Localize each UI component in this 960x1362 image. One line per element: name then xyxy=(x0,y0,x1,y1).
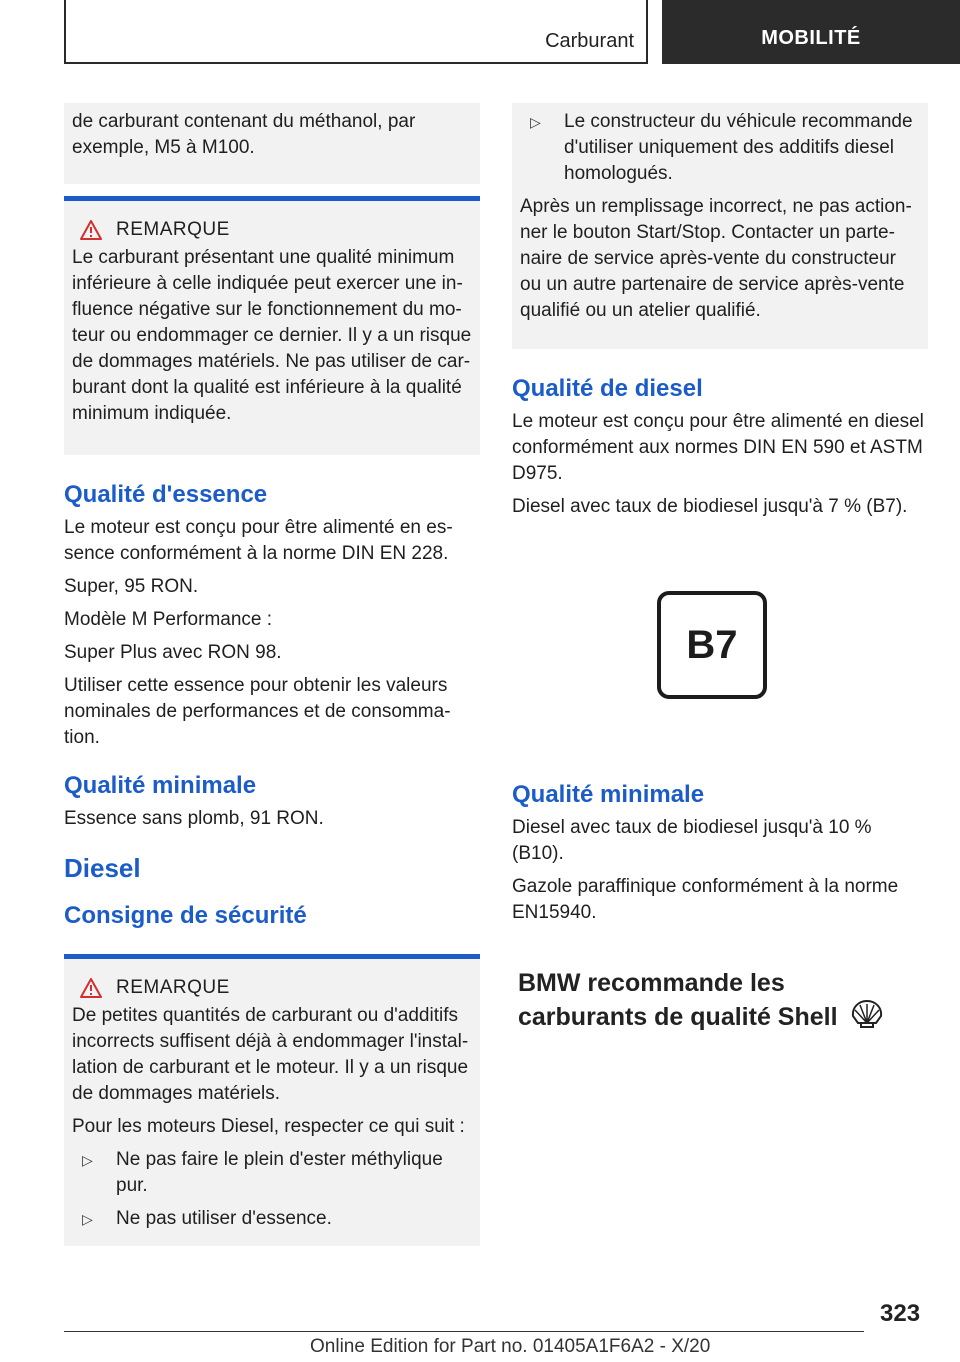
essence-p1: Le moteur est conçu pour être alimenté en essence conformément à la norme DIN EN 228. xyxy=(64,517,453,564)
right-column xyxy=(512,103,928,933)
heading-diesel: Diesel xyxy=(64,853,141,883)
note-box-1 xyxy=(64,196,480,455)
shell-recommendation xyxy=(518,967,918,1033)
shell-logo-icon xyxy=(850,999,884,1029)
diesel-p1: Le moteur est conçu pour être alimenté en diesel conformément aux normes DIN EN 590 et ASTM D975. xyxy=(512,411,924,484)
heading-safety: Consigne de sécurité xyxy=(64,902,307,929)
list-item: ▷ Ne pas faire le plein d'ester méthylique pur. xyxy=(72,1147,472,1199)
section-title: Carburant xyxy=(545,30,634,52)
page-number: 323 xyxy=(880,1300,921,1327)
bullet-triangle-icon: ▷ xyxy=(530,114,541,130)
min-essence-text: Essence sans plomb, 91 RON. xyxy=(64,808,324,829)
warning-icon xyxy=(80,220,102,240)
note-text: Le carburant présentant une qualité minimum inférieure à celle indiquée peut exercer une influence négative sur le fonctionnement du moteur ou endommager ce dernier. Il y a un risque de dommages matériels. Ne pas utiliser de carburant dont la qualité est inférieure à la qualité minimum indiquée. xyxy=(72,247,472,424)
heading-min-essence: Qualité minimale xyxy=(64,772,257,799)
footer-divider xyxy=(64,1331,864,1332)
intro-text: de carburant contenant du méthanol, par exemple, M5 à M100. xyxy=(72,111,416,158)
essence-p5: Utiliser cette essence pour obtenir les valeurs nominales de performances et de consommation. xyxy=(64,675,451,748)
min-diesel-p2: Gazole paraffinique conformément à la norme EN15940. xyxy=(512,876,899,923)
essence-p4: Super Plus avec RON 98. xyxy=(64,642,282,663)
note2-p2: Pour les moteurs Diesel, respecter ce qui suit : xyxy=(72,1116,465,1137)
heading-diesel-quality: Qualité de diesel xyxy=(512,375,703,402)
b7-fuel-symbol: B7 xyxy=(657,591,767,699)
note-header xyxy=(80,977,472,999)
heading-essence: Qualité d'essence xyxy=(64,481,268,508)
list-item: ▷ Le constructeur du véhicule recommande d'utiliser uniquement des additifs diesel homologués. xyxy=(520,109,920,187)
continued-note-box xyxy=(512,103,928,349)
diesel-p2: Diesel avec taux de biodiesel jusqu'à 7 % (B7). xyxy=(512,496,908,517)
bullet-triangle-icon: ▷ xyxy=(82,1211,93,1227)
warning-icon xyxy=(80,978,102,998)
shell-text: BMW recommande les carburants de qualité Shell xyxy=(518,969,838,1031)
chapter-tab: MOBILITÉ xyxy=(662,0,960,64)
essence-p2: Super, 95 RON. xyxy=(64,576,199,597)
list-item: ▷ Ne pas utiliser d'essence. xyxy=(72,1206,472,1232)
footer-text: Online Edition for Part no. 01405A1F6A2 - X/20 xyxy=(310,1336,711,1357)
heading-min-diesel: Qualité minimale xyxy=(512,781,705,808)
continued-text: Après un remplissage incorrect, ne pas actionner le bouton Start/Stop. Contacter un partenaire de service après-vente du constructeur ou un autre partenaire de service après-vente qualifié ou un atelier qualifié. xyxy=(520,196,912,321)
note-header xyxy=(80,219,472,241)
b7-symbol-wrap xyxy=(512,591,928,699)
note2-p1: De petites quantités de carburant ou d'additifs incorrects suffisent déjà à endommager l'installation de carburant et le moteur. Il y a un risque de dommages matériels. xyxy=(72,1005,469,1104)
bullet-triangle-icon: ▷ xyxy=(82,1152,93,1168)
note-title: REMARQUE xyxy=(116,977,230,998)
intro-box xyxy=(64,103,480,184)
note-box-2 xyxy=(64,954,480,1246)
min-diesel-p1: Diesel avec taux de biodiesel jusqu'à 10 % (B10). xyxy=(512,817,872,864)
note-title: REMARQUE xyxy=(116,219,230,240)
essence-p3: Modèle M Performance : xyxy=(64,609,273,630)
left-column xyxy=(64,103,480,1246)
